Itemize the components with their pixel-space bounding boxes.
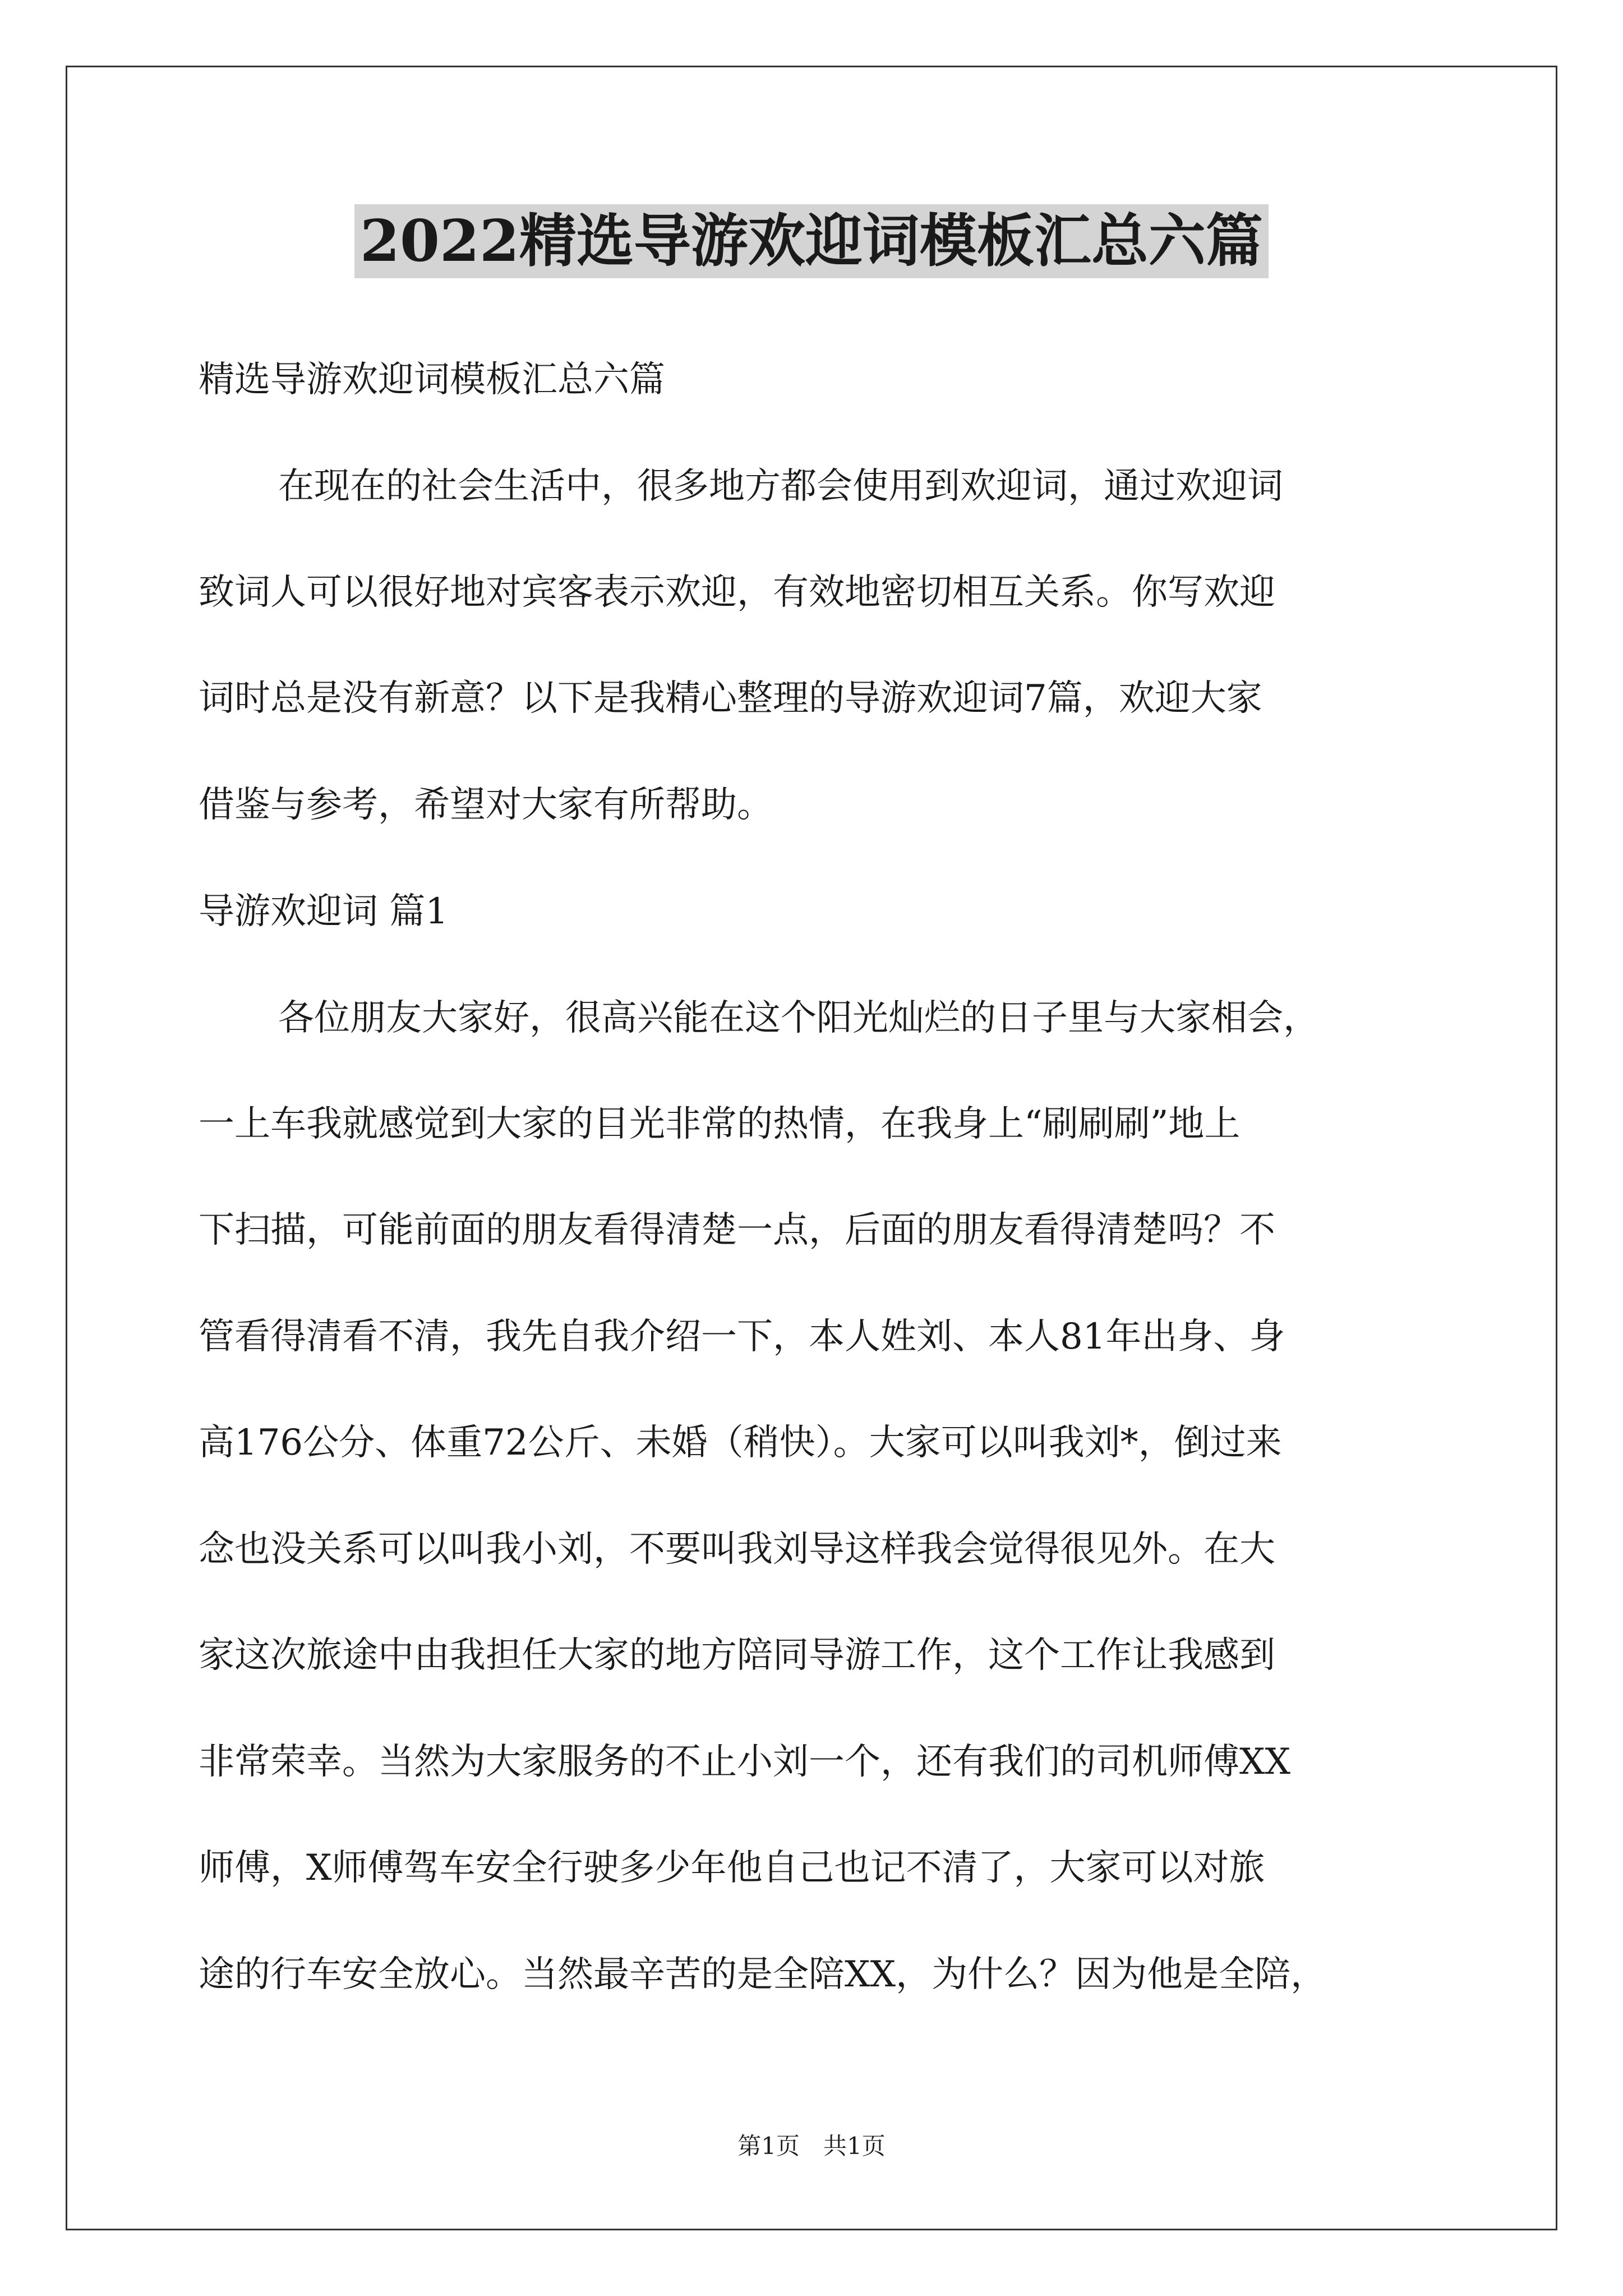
section-line-3: 下扫描，可能前面的朋友看得清楚一点，后面的朋友看得清楚吗？不 — [199, 1209, 1275, 1251]
section-line-8: 非常荣幸。当然为大家服务的不止小刘一个，还有我们的司机师傅XX — [199, 1741, 1291, 1783]
section-line-6: 念也没关系可以叫我小刘，不要叫我刘导这样我会觉得很见外。在大 — [199, 1529, 1275, 1570]
intro-line-4: 借鉴与参考，希望对大家有所帮助。 — [199, 784, 773, 826]
intro-line-1: 在现在的社会生活中，很多地方都会使用到欢迎词，通过欢迎词 — [278, 466, 1283, 507]
section-line-10: 途的行车安全放心。当然最辛苦的是全陪XX，为什么？因为他是全陪， — [199, 1954, 1327, 1995]
section-heading: 导游欢迎词 篇1 — [199, 891, 449, 932]
section-line-2: 一上车我就感觉到大家的目光非常的热情，在我身上“刷刷刷”地上 — [199, 1103, 1241, 1145]
document-title-text: 2022精选导游欢迎词模板汇总六篇 — [354, 204, 1269, 278]
section-line-4: 管看得清看不清，我先自我介绍一下，本人姓刘、本人81年出身、身 — [199, 1316, 1285, 1358]
intro-line-3: 词时总是没有新意？以下是我精心整理的导游欢迎词7篇，欢迎大家 — [199, 678, 1262, 719]
section-line-9: 师傅，X师傅驾车安全行驶多少年他自己也记不清了，大家可以对旅 — [199, 1847, 1265, 1889]
section-line-5: 高176公分、体重72公斤、未婚（稍快）。大家可以叫我刘*，倒过来 — [199, 1422, 1282, 1464]
intro-line-2: 致词人可以很好地对宾客表示欢迎，有效地密切相互关系。你写欢迎 — [199, 572, 1275, 613]
section-line-7: 家这次旅途中由我担任大家的地方陪同导游工作，这个工作让我感到 — [199, 1635, 1275, 1676]
section-line-1: 各位朋友大家好，很高兴能在这个阳光灿烂的日子里与大家相会， — [278, 997, 1319, 1039]
page-footer: 第1页 共1页 — [737, 2132, 886, 2160]
document-subtitle: 精选导游欢迎词模板汇总六篇 — [199, 359, 665, 401]
document-title — [0, 202, 1623, 280]
